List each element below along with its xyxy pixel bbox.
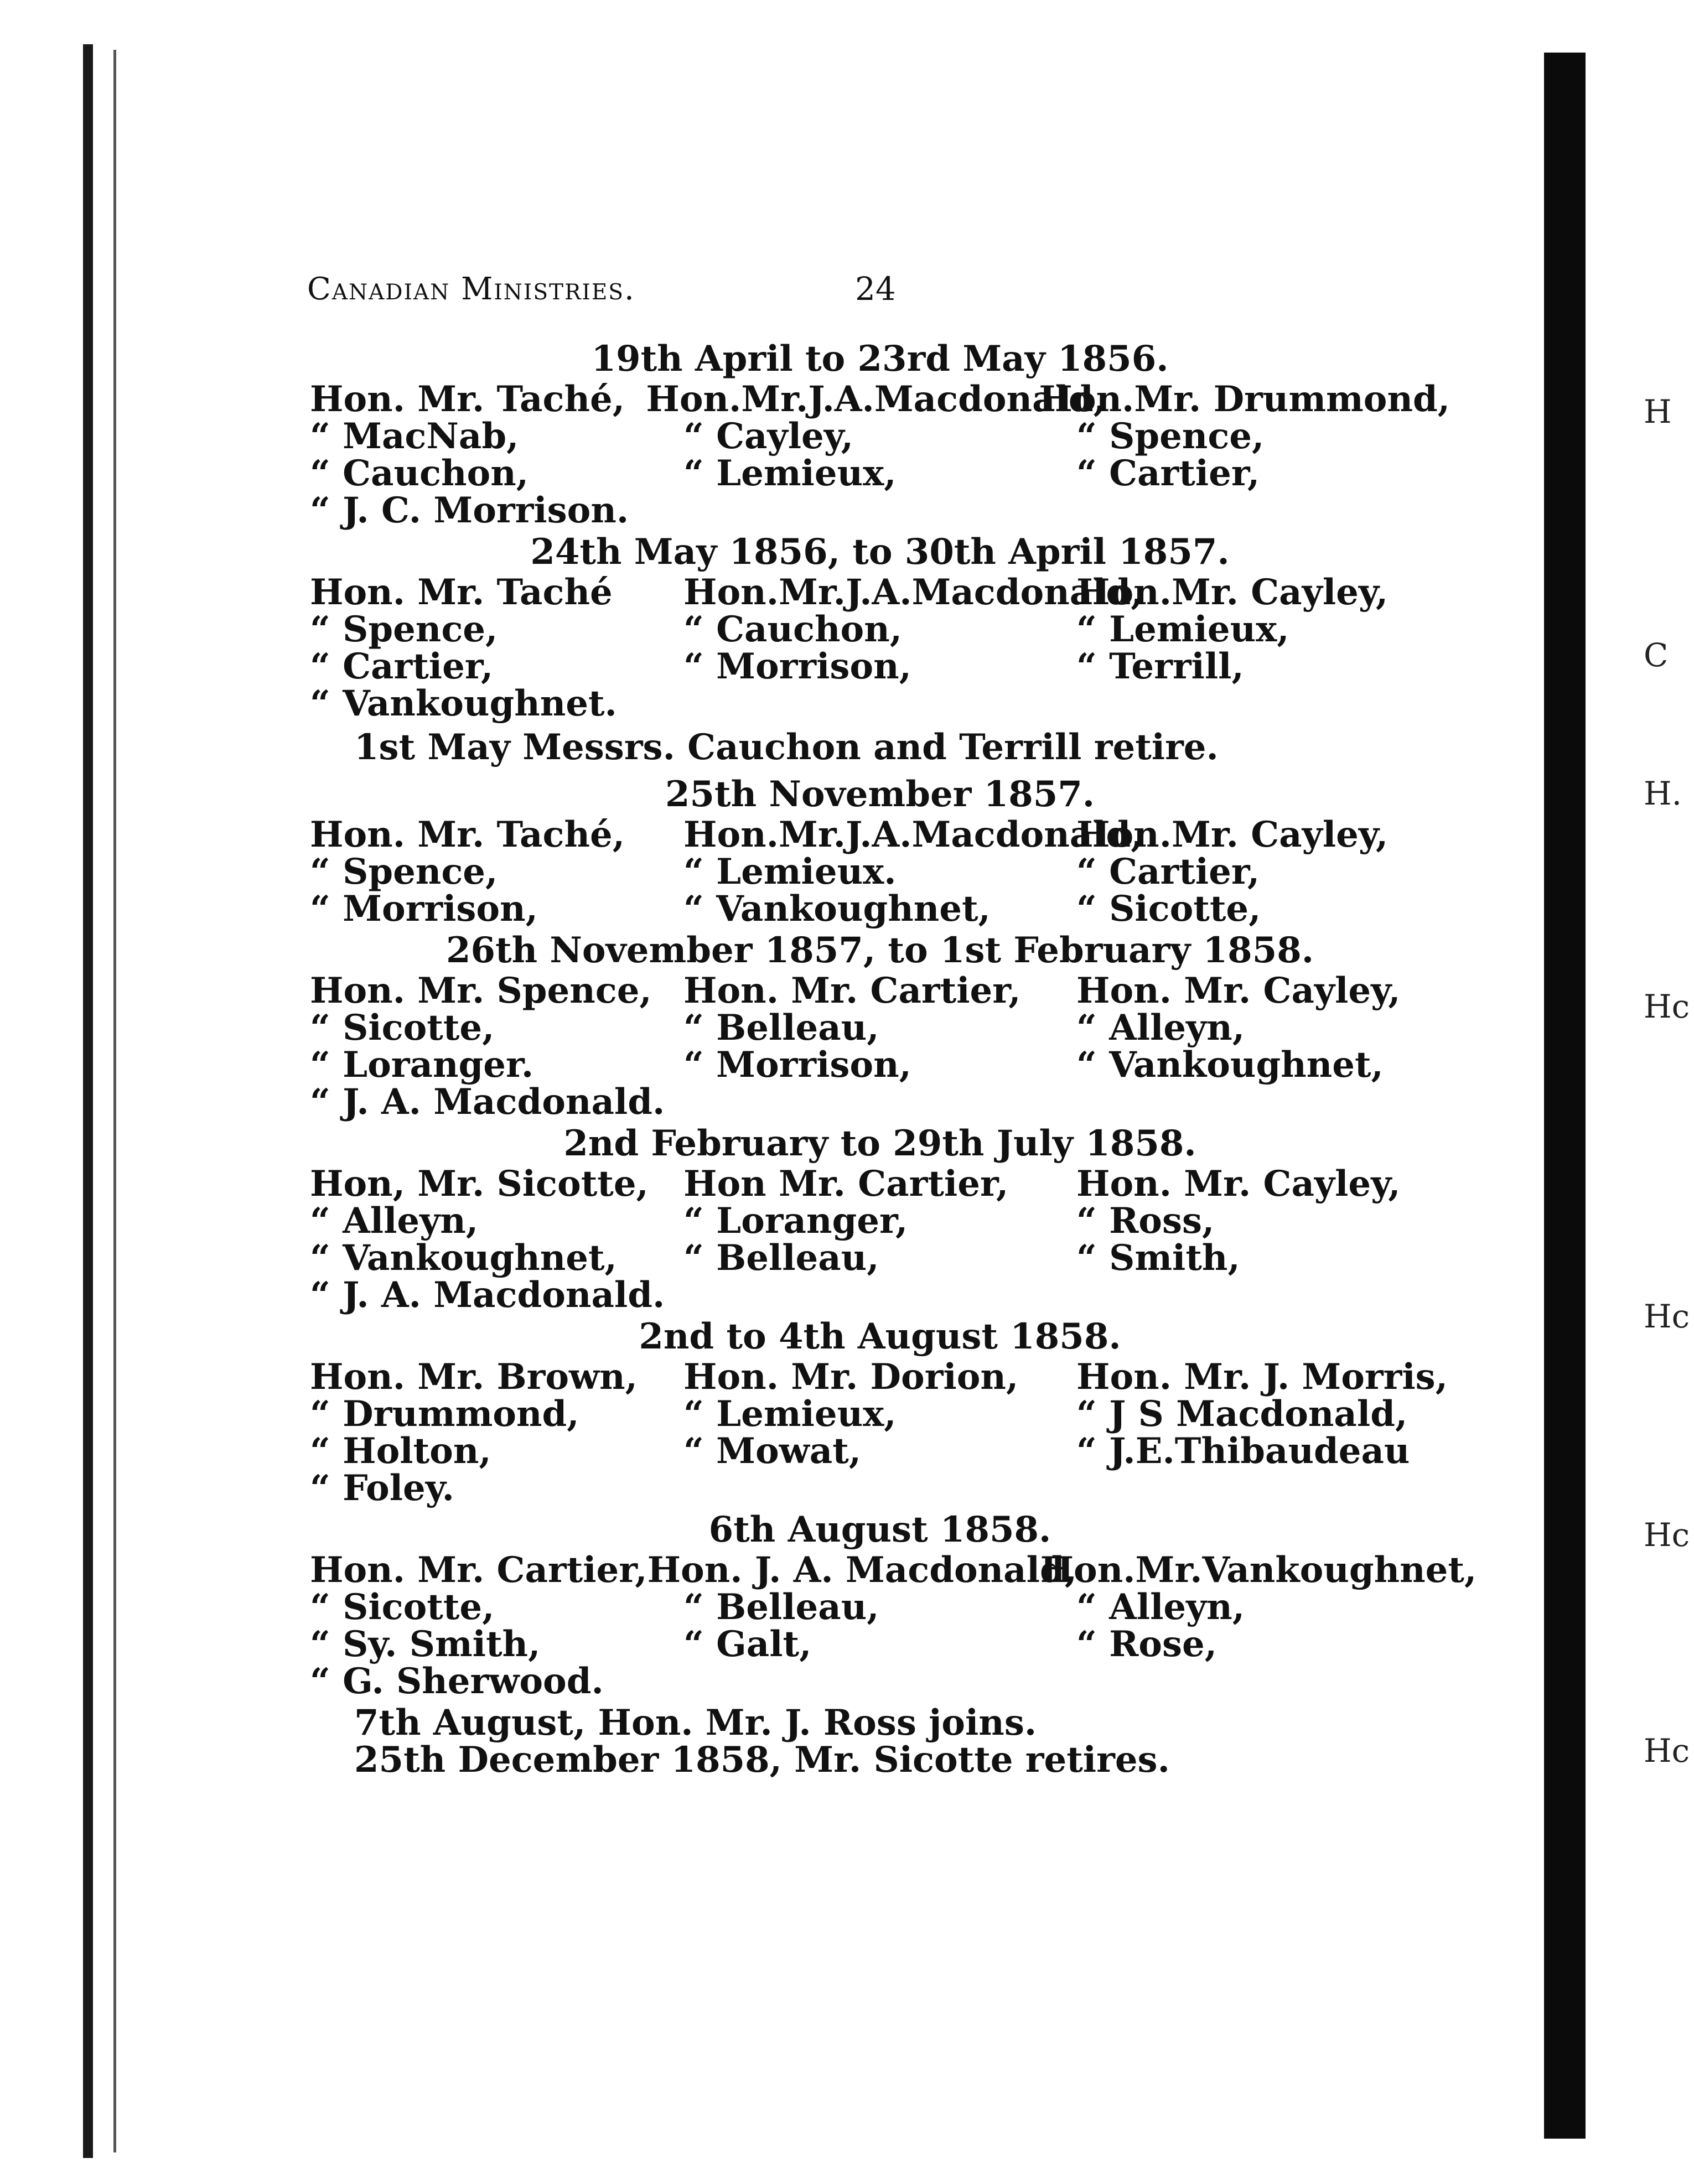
minister-entry: “ Cayley, bbox=[683, 416, 854, 457]
minister-row bbox=[310, 1623, 1450, 1665]
margin-fragment: Hc bbox=[1644, 988, 1690, 1025]
minister-entry: Hon. Mr. Cayley, bbox=[1076, 970, 1401, 1011]
ministry-section bbox=[310, 533, 1450, 766]
section-heading: 25th November 1857. bbox=[665, 774, 1095, 815]
section-heading: 2nd to 4th August 1858. bbox=[639, 1316, 1121, 1357]
minister-entry: “ Spence, bbox=[310, 609, 498, 650]
minister-entry: “ Belleau, bbox=[683, 1237, 879, 1279]
section-note: 1st May Messrs. Cauchon and Terrill retire. bbox=[354, 727, 1219, 768]
margin-fragment: Hc bbox=[1644, 1516, 1690, 1554]
minister-entry: “ Cartier, bbox=[1076, 851, 1260, 893]
minister-entry: “ Cartier, bbox=[310, 646, 494, 687]
ministries-list bbox=[310, 338, 1477, 1781]
minister-entry: “ Morrison, bbox=[683, 1044, 911, 1086]
minister-entry: “ Sicotte, bbox=[1076, 888, 1261, 930]
minister-entry: “ Galt, bbox=[683, 1623, 812, 1665]
minister-entry: “ Sy. Smith, bbox=[310, 1623, 541, 1665]
minister-entry: Hon.Mr. Drummond, bbox=[1039, 378, 1450, 420]
minister-entry: “ Cauchon, bbox=[683, 609, 903, 650]
minister-row bbox=[310, 378, 1450, 420]
minister-entry: “ Loranger. bbox=[310, 1044, 534, 1086]
left-binding-edge bbox=[83, 44, 93, 2158]
closing-note: 25th December 1858, Mr. Sicotte retires. bbox=[354, 1739, 1170, 1781]
minister-entry: Hon, Mr. Sicotte, bbox=[310, 1163, 649, 1205]
minister-entry: “ J. A. Macdonald. bbox=[310, 1274, 665, 1316]
minister-row bbox=[310, 611, 1450, 648]
ministry-section bbox=[310, 1125, 1450, 1314]
margin-fragment: Hc bbox=[1644, 1732, 1690, 1770]
minister-entry: Hon. Mr. Taché, bbox=[310, 378, 625, 420]
minister-row bbox=[310, 1393, 1450, 1435]
minister-entry: “ Lemieux, bbox=[683, 453, 897, 494]
running-header: Canadian Ministries. bbox=[307, 271, 635, 307]
minister-entry: “ Morrison, bbox=[310, 888, 538, 930]
section-heading: 24th May 1856, to 30th April 1857. bbox=[530, 531, 1230, 573]
minister-entry: “ J S Macdonald, bbox=[1076, 1393, 1408, 1435]
minister-entry: “ Loranger, bbox=[683, 1200, 908, 1242]
right-gutter-shadow bbox=[1544, 53, 1586, 2139]
minister-entry: “ Alleyn, bbox=[310, 1200, 479, 1242]
minister-entry: Hon.Mr.J.A.Macdonald, bbox=[646, 378, 1106, 420]
minister-row bbox=[310, 574, 1450, 611]
ministry-section bbox=[310, 774, 1450, 930]
minister-entry: “ Lemieux, bbox=[683, 1393, 897, 1435]
minister-entry: Hon.Mr.J.A.Macdonald, bbox=[683, 572, 1143, 613]
minister-row bbox=[310, 1663, 1450, 1700]
minister-entry: Hon. Mr. Brown, bbox=[310, 1356, 638, 1398]
minister-entry: “ Holton, bbox=[310, 1430, 491, 1472]
minister-row bbox=[310, 455, 1450, 492]
section-heading: 26th November 1857, to 1st February 1858. bbox=[445, 930, 1314, 971]
minister-row bbox=[310, 1358, 1450, 1396]
minister-row bbox=[310, 1467, 1450, 1509]
closing-note: 7th August, Hon. Mr. J. Ross joins. bbox=[354, 1702, 1037, 1744]
minister-row bbox=[310, 418, 1450, 455]
minister-row bbox=[310, 1163, 1450, 1205]
minister-entry: “ Lemieux. bbox=[683, 851, 897, 893]
minister-entry: Hon. Mr. Spence, bbox=[310, 970, 652, 1011]
minister-entry: “ Belleau, bbox=[683, 1007, 879, 1049]
minister-row bbox=[310, 851, 1450, 893]
minister-entry: Hon. Mr. Cayley, bbox=[1076, 1163, 1401, 1205]
minister-entry: “ Spence, bbox=[310, 851, 498, 893]
minister-row bbox=[310, 972, 1450, 1009]
minister-row bbox=[310, 1081, 1450, 1123]
minister-row bbox=[310, 1044, 1450, 1086]
minister-entry: Hon.Mr.Vankoughnet, bbox=[1040, 1549, 1477, 1591]
section-heading: 6th August 1858. bbox=[708, 1509, 1051, 1550]
minister-entry: “ J.E.Thibaudeau bbox=[1076, 1430, 1410, 1472]
minister-row bbox=[310, 816, 1450, 853]
ministry-section bbox=[310, 1509, 1477, 1702]
minister-entry: “ Vankoughnet, bbox=[683, 888, 991, 930]
minister-entry: “ Cauchon, bbox=[310, 453, 529, 494]
minister-entry: “ Belleau, bbox=[683, 1586, 879, 1628]
minister-row bbox=[310, 1430, 1450, 1472]
minister-entry: “ Sicotte, bbox=[310, 1586, 495, 1628]
section-heading: 2nd February to 29th July 1858. bbox=[563, 1123, 1196, 1164]
minister-entry: Hon. Mr. Cartier, bbox=[310, 1549, 647, 1591]
minister-entry: “ Ross, bbox=[1076, 1200, 1215, 1242]
minister-row bbox=[310, 1274, 1450, 1316]
minister-entry: Hon. Mr. Taché, bbox=[310, 814, 625, 855]
minister-entry: “ Spence, bbox=[1076, 416, 1265, 457]
ministry-section bbox=[310, 930, 1450, 1123]
margin-fragment: C bbox=[1644, 636, 1669, 674]
ministry-section bbox=[310, 340, 1450, 529]
minister-row bbox=[310, 685, 1450, 722]
minister-row bbox=[310, 648, 1450, 685]
minister-entry: “ Vankoughnet, bbox=[310, 1237, 617, 1279]
minister-entry: Hon.Mr. Cayley, bbox=[1076, 814, 1389, 855]
margin-fragment: H. bbox=[1644, 775, 1682, 812]
minister-entry: “ Smith, bbox=[1076, 1237, 1240, 1279]
minister-entry: “ Morrison, bbox=[683, 646, 911, 687]
minister-entry: “ Drummond, bbox=[310, 1393, 579, 1435]
minister-entry: “ Lemieux, bbox=[1076, 609, 1289, 650]
minister-entry: Hon. J. A. Macdonald, bbox=[647, 1549, 1077, 1591]
minister-row bbox=[310, 1239, 1450, 1277]
minister-row bbox=[310, 492, 1450, 529]
minister-entry: Hon.Mr.J.A.Macdonald, bbox=[683, 814, 1143, 855]
minister-row bbox=[310, 1586, 1450, 1628]
margin-fragment: H bbox=[1644, 393, 1672, 430]
minister-entry: “ Vankoughnet, bbox=[1076, 1044, 1384, 1086]
minister-entry: “ Cartier, bbox=[1076, 453, 1260, 494]
minister-entry: “ J. A. Macdonald. bbox=[310, 1081, 665, 1123]
minister-entry: “ Foley. bbox=[310, 1467, 454, 1509]
page-number: 24 bbox=[855, 270, 896, 308]
minister-entry: “ Mowat, bbox=[683, 1430, 862, 1472]
minister-entry: “ Rose, bbox=[1076, 1623, 1217, 1665]
minister-entry: “ Alleyn, bbox=[1076, 1007, 1245, 1049]
minister-entry: “ J. C. Morrison. bbox=[310, 490, 629, 531]
minister-entry: Hon. Mr. Dorion, bbox=[683, 1356, 1019, 1398]
minister-entry: Hon Mr. Cartier, bbox=[683, 1163, 1009, 1205]
minister-entry: “ MacNab, bbox=[310, 416, 519, 457]
minister-entry: “ Alleyn, bbox=[1076, 1586, 1245, 1628]
minister-entry: Hon. Mr. Cartier, bbox=[683, 970, 1021, 1011]
minister-entry: “ G. Sherwood. bbox=[310, 1661, 604, 1702]
minister-row bbox=[310, 888, 1450, 930]
minister-entry: “ Vankoughnet. bbox=[310, 683, 617, 724]
minister-row bbox=[310, 1007, 1450, 1049]
minister-entry: “ Sicotte, bbox=[310, 1007, 495, 1049]
minister-entry: Hon. Mr. Taché bbox=[310, 572, 613, 613]
minister-entry: Hon.Mr. Cayley, bbox=[1076, 572, 1389, 613]
minister-row bbox=[310, 1549, 1477, 1591]
minister-entry: Hon. Mr. J. Morris, bbox=[1076, 1356, 1448, 1398]
section-heading: 19th April to 23rd May 1856. bbox=[591, 338, 1169, 380]
ministry-section bbox=[310, 1318, 1450, 1507]
left-binding-line bbox=[113, 50, 116, 2152]
minister-row bbox=[310, 1200, 1450, 1242]
margin-fragment: Hc bbox=[1644, 1298, 1690, 1335]
minister-entry: “ Terrill, bbox=[1076, 646, 1244, 687]
